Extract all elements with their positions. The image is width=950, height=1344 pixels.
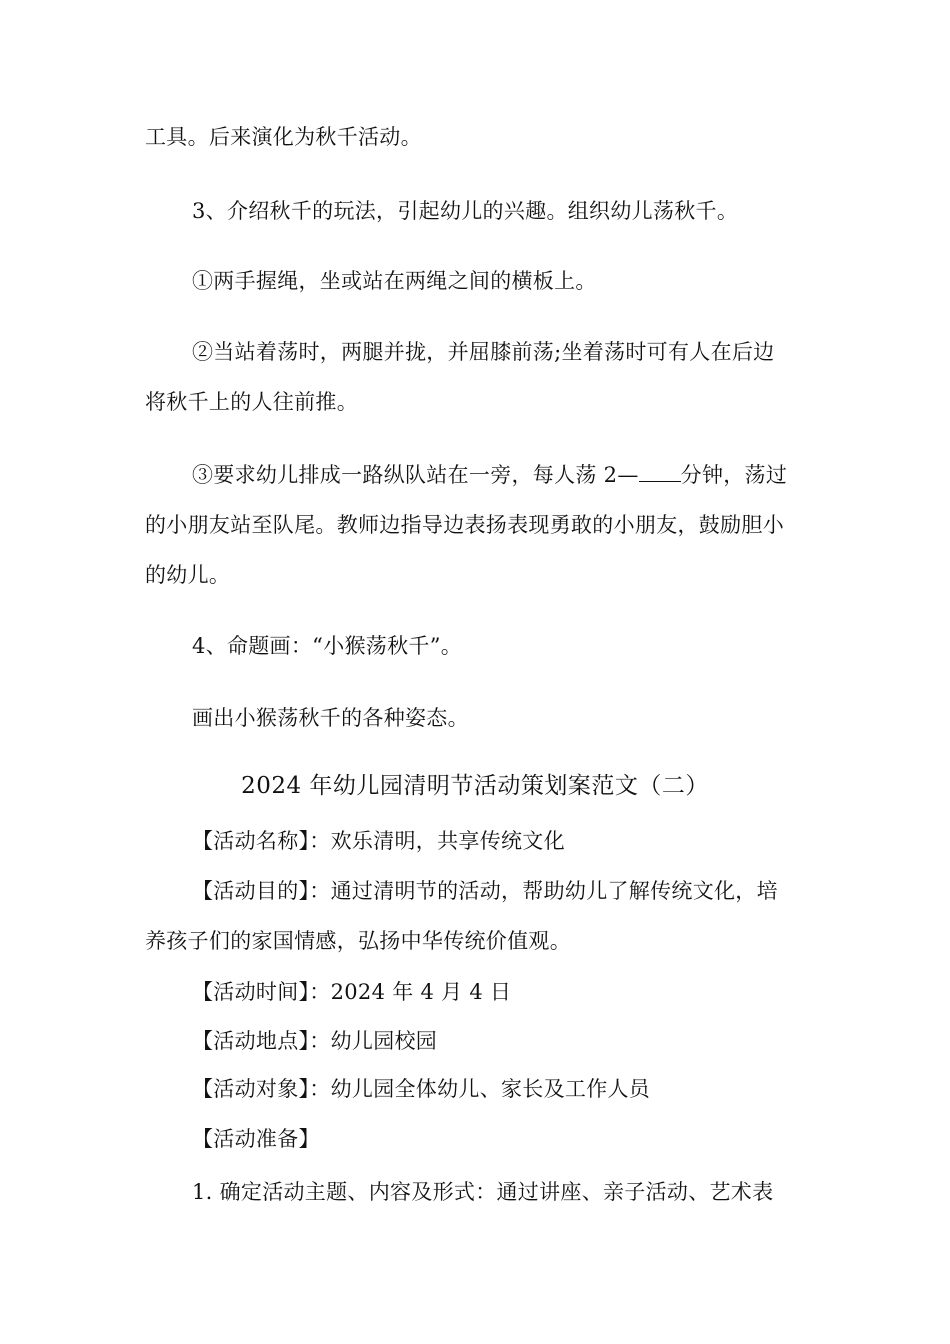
paragraph-line: 【活动准备】 bbox=[192, 1127, 320, 1151]
paragraph-line: 【活动地点】：幼儿园校园 bbox=[192, 1029, 438, 1053]
paragraph-line: ①两手握绳，坐或站在两绳之间的横板上。 bbox=[192, 269, 597, 293]
section-title: 2024 年幼儿园清明节活动策划案范文（二） bbox=[241, 773, 709, 799]
paragraph-line: ②当站着荡时，两腿并拢，并屈膝前荡;坐着荡时可有人在后边 bbox=[192, 340, 775, 364]
paragraph-line: 工具。后来演化为秋千活动。 bbox=[145, 125, 422, 149]
paragraph-line: 3、介绍秋千的玩法，引起幼儿的兴趣。组织幼儿荡秋千。 bbox=[192, 199, 739, 223]
paragraph-line: 的小朋友站至队尾。教师边指导边表扬表现勇敢的小朋友，鼓励胆小 bbox=[145, 513, 784, 537]
paragraph-line: 【活动名称】：欢乐清明，共享传统文化 bbox=[192, 829, 565, 853]
paragraph-line-with-blank bbox=[192, 460, 810, 490]
paragraph-line: 将秋千上的人往前推。 bbox=[145, 390, 358, 414]
paragraph-text: 分钟，荡过 bbox=[680, 463, 788, 487]
paragraph-line: 【活动时间】：2024 年 4 月 4 日 bbox=[192, 980, 512, 1004]
fill-in-blank bbox=[639, 461, 681, 482]
paragraph-line: 1. 确定活动主题、内容及形式：通过讲座、亲子活动、艺术表 bbox=[192, 1180, 774, 1204]
paragraph-line: 的幼儿。 bbox=[145, 563, 231, 587]
paragraph-line: 画出小猴荡秋千的各种姿态。 bbox=[192, 706, 469, 730]
paragraph-text: ③要求幼儿排成一路纵队站在一旁，每人荡 2— bbox=[192, 463, 639, 487]
paragraph-line: 养孩子们的家国情感，弘扬中华传统价值观。 bbox=[145, 929, 571, 953]
paragraph-line: 【活动对象】：幼儿园全体幼儿、家长及工作人员 bbox=[192, 1077, 651, 1101]
paragraph-line: 【活动目的】：通过清明节的活动，帮助幼儿了解传统文化，培 bbox=[192, 879, 778, 903]
paragraph-line: 4、命题画：“小猴荡秋千”。 bbox=[192, 634, 463, 658]
